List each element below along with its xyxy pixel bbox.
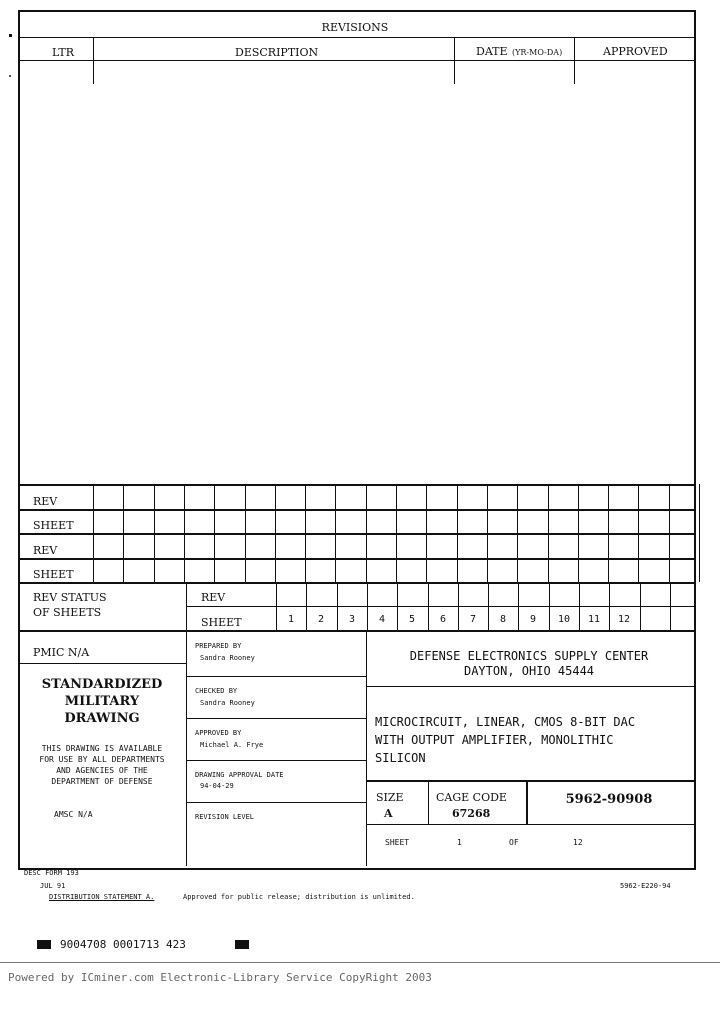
grid-col-rule [608, 484, 609, 582]
grid-row-rule [186, 606, 694, 607]
distribution-statement-text: Approved for public release; distribution is unlimited. [183, 893, 415, 901]
rule [0, 962, 720, 963]
grid-col-rule [640, 582, 641, 630]
document-reference: 5962-E220-94 [620, 882, 671, 890]
grid-col-rule [154, 484, 155, 582]
barcode-block-right [235, 940, 249, 949]
grid-col-rule [335, 484, 336, 582]
sheet-row-label-3: SHEET [201, 616, 242, 629]
rule [186, 676, 366, 677]
revisions-title: REVISIONS [321, 21, 389, 34]
sheet-number-11: 11 [587, 614, 601, 625]
prepared-by-label: PREPARED BY [195, 642, 242, 650]
rule [18, 663, 186, 664]
drawing-number: 5962-90908 [565, 792, 653, 807]
grid-row-rule [18, 558, 694, 560]
grid-col-rule [457, 484, 458, 582]
grid-col-rule [638, 484, 639, 582]
standardized-line3: DRAWING [64, 711, 140, 726]
prepared-by-name: Sandra Rooney [200, 654, 255, 662]
powered-by-text: Powered by ICminer.com Electronic-Library Service CopyRight 2003 [8, 971, 432, 984]
grid-col-rule [245, 484, 246, 582]
title-line1: MICROCIRCUIT, LINEAR, CMOS 8-BIT DAC [375, 715, 636, 729]
sheet-value: 1 [457, 838, 462, 847]
rule [186, 582, 187, 866]
revisions-col-approved: APPROVED [603, 45, 668, 58]
availability-line2: FOR USE BY ALL DEPARTMENTS [39, 755, 165, 764]
sheet-row-label-1: SHEET [33, 519, 74, 532]
grid-col-rule [214, 484, 215, 582]
rule [186, 718, 366, 719]
approval-date-label: DRAWING APPROVAL DATE [195, 771, 284, 779]
grid-col-rule [275, 484, 276, 582]
grid-col-rule [305, 484, 306, 582]
grid-row-rule [18, 484, 694, 486]
rev-status-label-line2: OF SHEETS [33, 606, 102, 619]
barcode-text: 9004708 0001713 423 [60, 938, 186, 951]
approved-by-name: Michael A. Frye [200, 741, 264, 749]
distribution-statement-label: DISTRIBUTION STATEMENT A. [49, 893, 155, 901]
grid-row-rule [18, 582, 694, 584]
checked-by-name: Sandra Rooney [200, 699, 255, 707]
title-line2: WITH OUTPUT AMPLIFIER, MONOLITHIC [375, 733, 614, 747]
grid-col-rule [699, 484, 700, 582]
rule [18, 60, 694, 61]
grid-col-rule [548, 484, 549, 582]
grid-row-rule [18, 533, 694, 535]
grid-col-rule [366, 484, 367, 582]
grid-col-rule [93, 484, 94, 582]
margin-mark [9, 34, 12, 37]
grid-col-rule [396, 484, 397, 582]
checked-by-label: CHECKED BY [195, 687, 238, 695]
rule [186, 760, 366, 761]
title-line3: SILICON [375, 751, 426, 765]
revision-level-label: REVISION LEVEL [195, 813, 255, 821]
sheet-row-label-2: SHEET [33, 568, 74, 581]
of-label: OF [509, 838, 519, 847]
revisions-col-description: DESCRIPTION [235, 46, 319, 59]
agency-line1: DEFENSE ELECTRONICS SUPPLY CENTER [409, 649, 649, 663]
sheet-number-4: 4 [378, 614, 386, 625]
of-value: 12 [573, 838, 583, 847]
availability-line1: THIS DRAWING IS AVAILABLE [41, 744, 163, 753]
rule [186, 802, 366, 803]
grid-col-rule [669, 484, 670, 582]
grid-col-rule [670, 582, 671, 630]
rule [18, 37, 694, 38]
availability-line4: DEPARTMENT OF DEFENSE [51, 777, 153, 786]
availability-line3: AND AGENCIES OF THE [56, 766, 148, 775]
rule [454, 37, 455, 84]
rev-row-label-1: REV [33, 495, 58, 508]
desc-form-line1: DESC FORM 193 [24, 869, 79, 877]
standardized-line1: STANDARDIZED [41, 677, 163, 692]
rule [366, 824, 694, 825]
margin-mark [9, 75, 11, 77]
amsc-label: AMSC N/A [54, 810, 93, 819]
grid-col-rule [578, 484, 579, 582]
approved-by-label: APPROVED BY [195, 729, 242, 737]
standardized-line2: MILITARY [64, 694, 140, 709]
size-label: SIZE [376, 791, 404, 804]
grid-col-rule [426, 484, 427, 582]
sheet-number-9: 9 [529, 614, 537, 625]
sheet-number-3: 3 [348, 614, 356, 625]
barcode-block-left [37, 940, 51, 949]
grid-row-rule [18, 509, 694, 511]
sheet-number-5: 5 [408, 614, 416, 625]
agency-line2: DAYTON, OHIO 45444 [463, 664, 595, 678]
revisions-col-ltr: LTR [52, 46, 75, 59]
rev-row-label-3: REV [201, 591, 226, 604]
sheet-number-8: 8 [499, 614, 507, 625]
revisions-col-date: DATE [476, 45, 508, 58]
rule [428, 780, 429, 824]
rule [18, 630, 694, 632]
sheet-number-6: 6 [439, 614, 447, 625]
revisions-col-date-format: (YR-MO-DA) [512, 48, 563, 57]
approval-date-value: 94-04-29 [200, 782, 234, 790]
rev-status-label-line1: REV STATUS [33, 591, 107, 604]
pmic-label: PMIC N/A [33, 646, 90, 659]
rev-row-label-2: REV [33, 544, 58, 557]
rule [93, 37, 94, 84]
grid-col-rule [184, 484, 185, 582]
desc-form-line2: JUL 91 [40, 882, 66, 890]
rule [366, 780, 694, 782]
rule [574, 37, 575, 84]
sheet-label: SHEET [385, 838, 410, 847]
sheet-number-7: 7 [469, 614, 477, 625]
size-value: A [384, 807, 393, 820]
sheet-number-1: 1 [287, 614, 295, 625]
sheet-number-10: 10 [557, 614, 571, 625]
sheet-number-2: 2 [317, 614, 325, 625]
cage-code-label: CAGE CODE [436, 791, 507, 804]
sheet-number-12: 12 [617, 614, 631, 625]
grid-col-rule [517, 484, 518, 582]
grid-col-rule [123, 484, 124, 582]
grid-col-rule [487, 484, 488, 582]
cage-code-value: 67268 [452, 807, 491, 820]
rule [366, 686, 694, 687]
